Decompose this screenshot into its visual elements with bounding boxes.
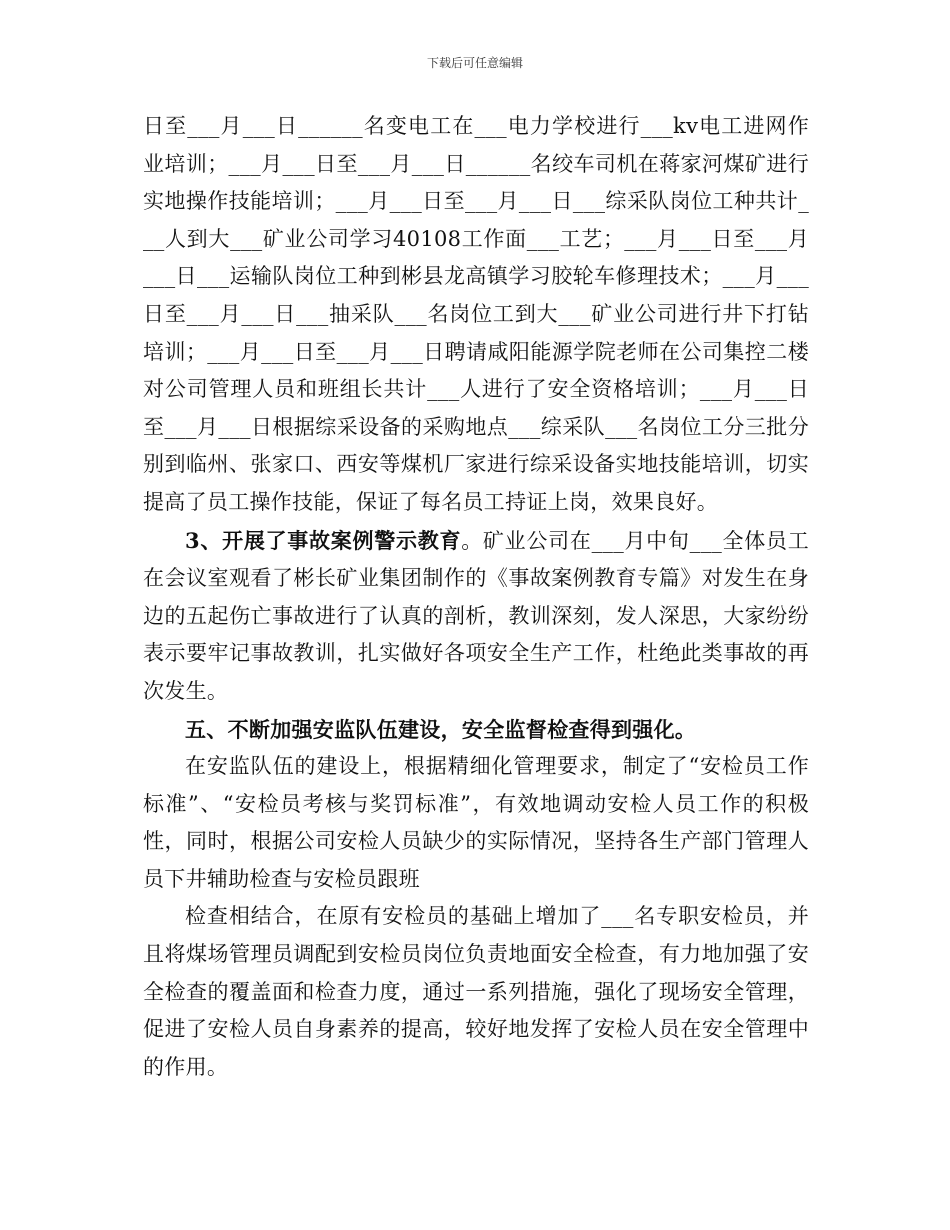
paragraph-training-schedule: 日至___月___日______名变电工在___电力学校进行___kv电工进网作业培训；___月___日至___月___日______名绞车司机在蒋家河煤矿进行实地操作技能培训；___月___日至___月___日___综采队岗位工种共计___人到大___矿业公司学习40108工作面___工艺；___月___日至___月___日___运输队岗位工种到彬县龙高镇学习胶轮车修理技术；___月___日至___月___日___抽采队___名岗位工到大___矿业公司进行井下打钻培训；___月___日至___月___日聘请咸阳能源学院老师在公司集控二楼对公司管理人员和班组长共计___人进行了安全资格培训；___月___日至___月___日根据综采设备的采购地点___综采队___名岗位工分三批分别到临州、张家口、西安等煤机厂家进行综采设备实地技能培训，切实提高了员工操作技能，保证了每名员工持证上岗，效果良好。 [143,114,809,514]
document-body [143,108,809,1086]
paragraph-accident-education [143,522,809,711]
section-heading-5: 五、不断加强安监队伍建设，安全监督检查得到强化。 [185,716,697,742]
paragraph-inspection: 检查相结合，在原有安检员的基础上增加了___名专职安检员，并且将煤场管理员调配到安检员岗位负责地面安全检查，有力地加强了安全检查的覆盖面和检查力度，通过一系列措施，强化了现场安全管理，促进了安检人员自身素养的提高，较好地发挥了安检人员在安全管理中的作用。 [143,904,809,1079]
section-heading-3: 3、开展了事故案例警示教育 [185,527,462,553]
paragraph-team-building: 在安监队伍的建设上，根据精细化管理要求，制定了“安检员工作标准”、“安检员考核与奖罚标准”，有效地调动安检人员工作的积极性，同时，根据公司安检人员缺少的实际情况，坚持各生产部门管理人员下井辅助检查与安检员跟班 [143,754,809,891]
paragraph-accident-education-text: 。矿业公司在___月中旬___全体员工在会议室观看了彬长矿业集团制作的《事故案例教育专篇》对发生在身边的五起伤亡事故进行了认真的剖析，教训深刻，发人深思，大家纷纷表示要牢记事故教训，扎实做好各项安全生产工作，杜绝此类事故的再次发生。 [143,528,809,703]
page-header: 下载后可任意编辑 [426,56,523,70]
